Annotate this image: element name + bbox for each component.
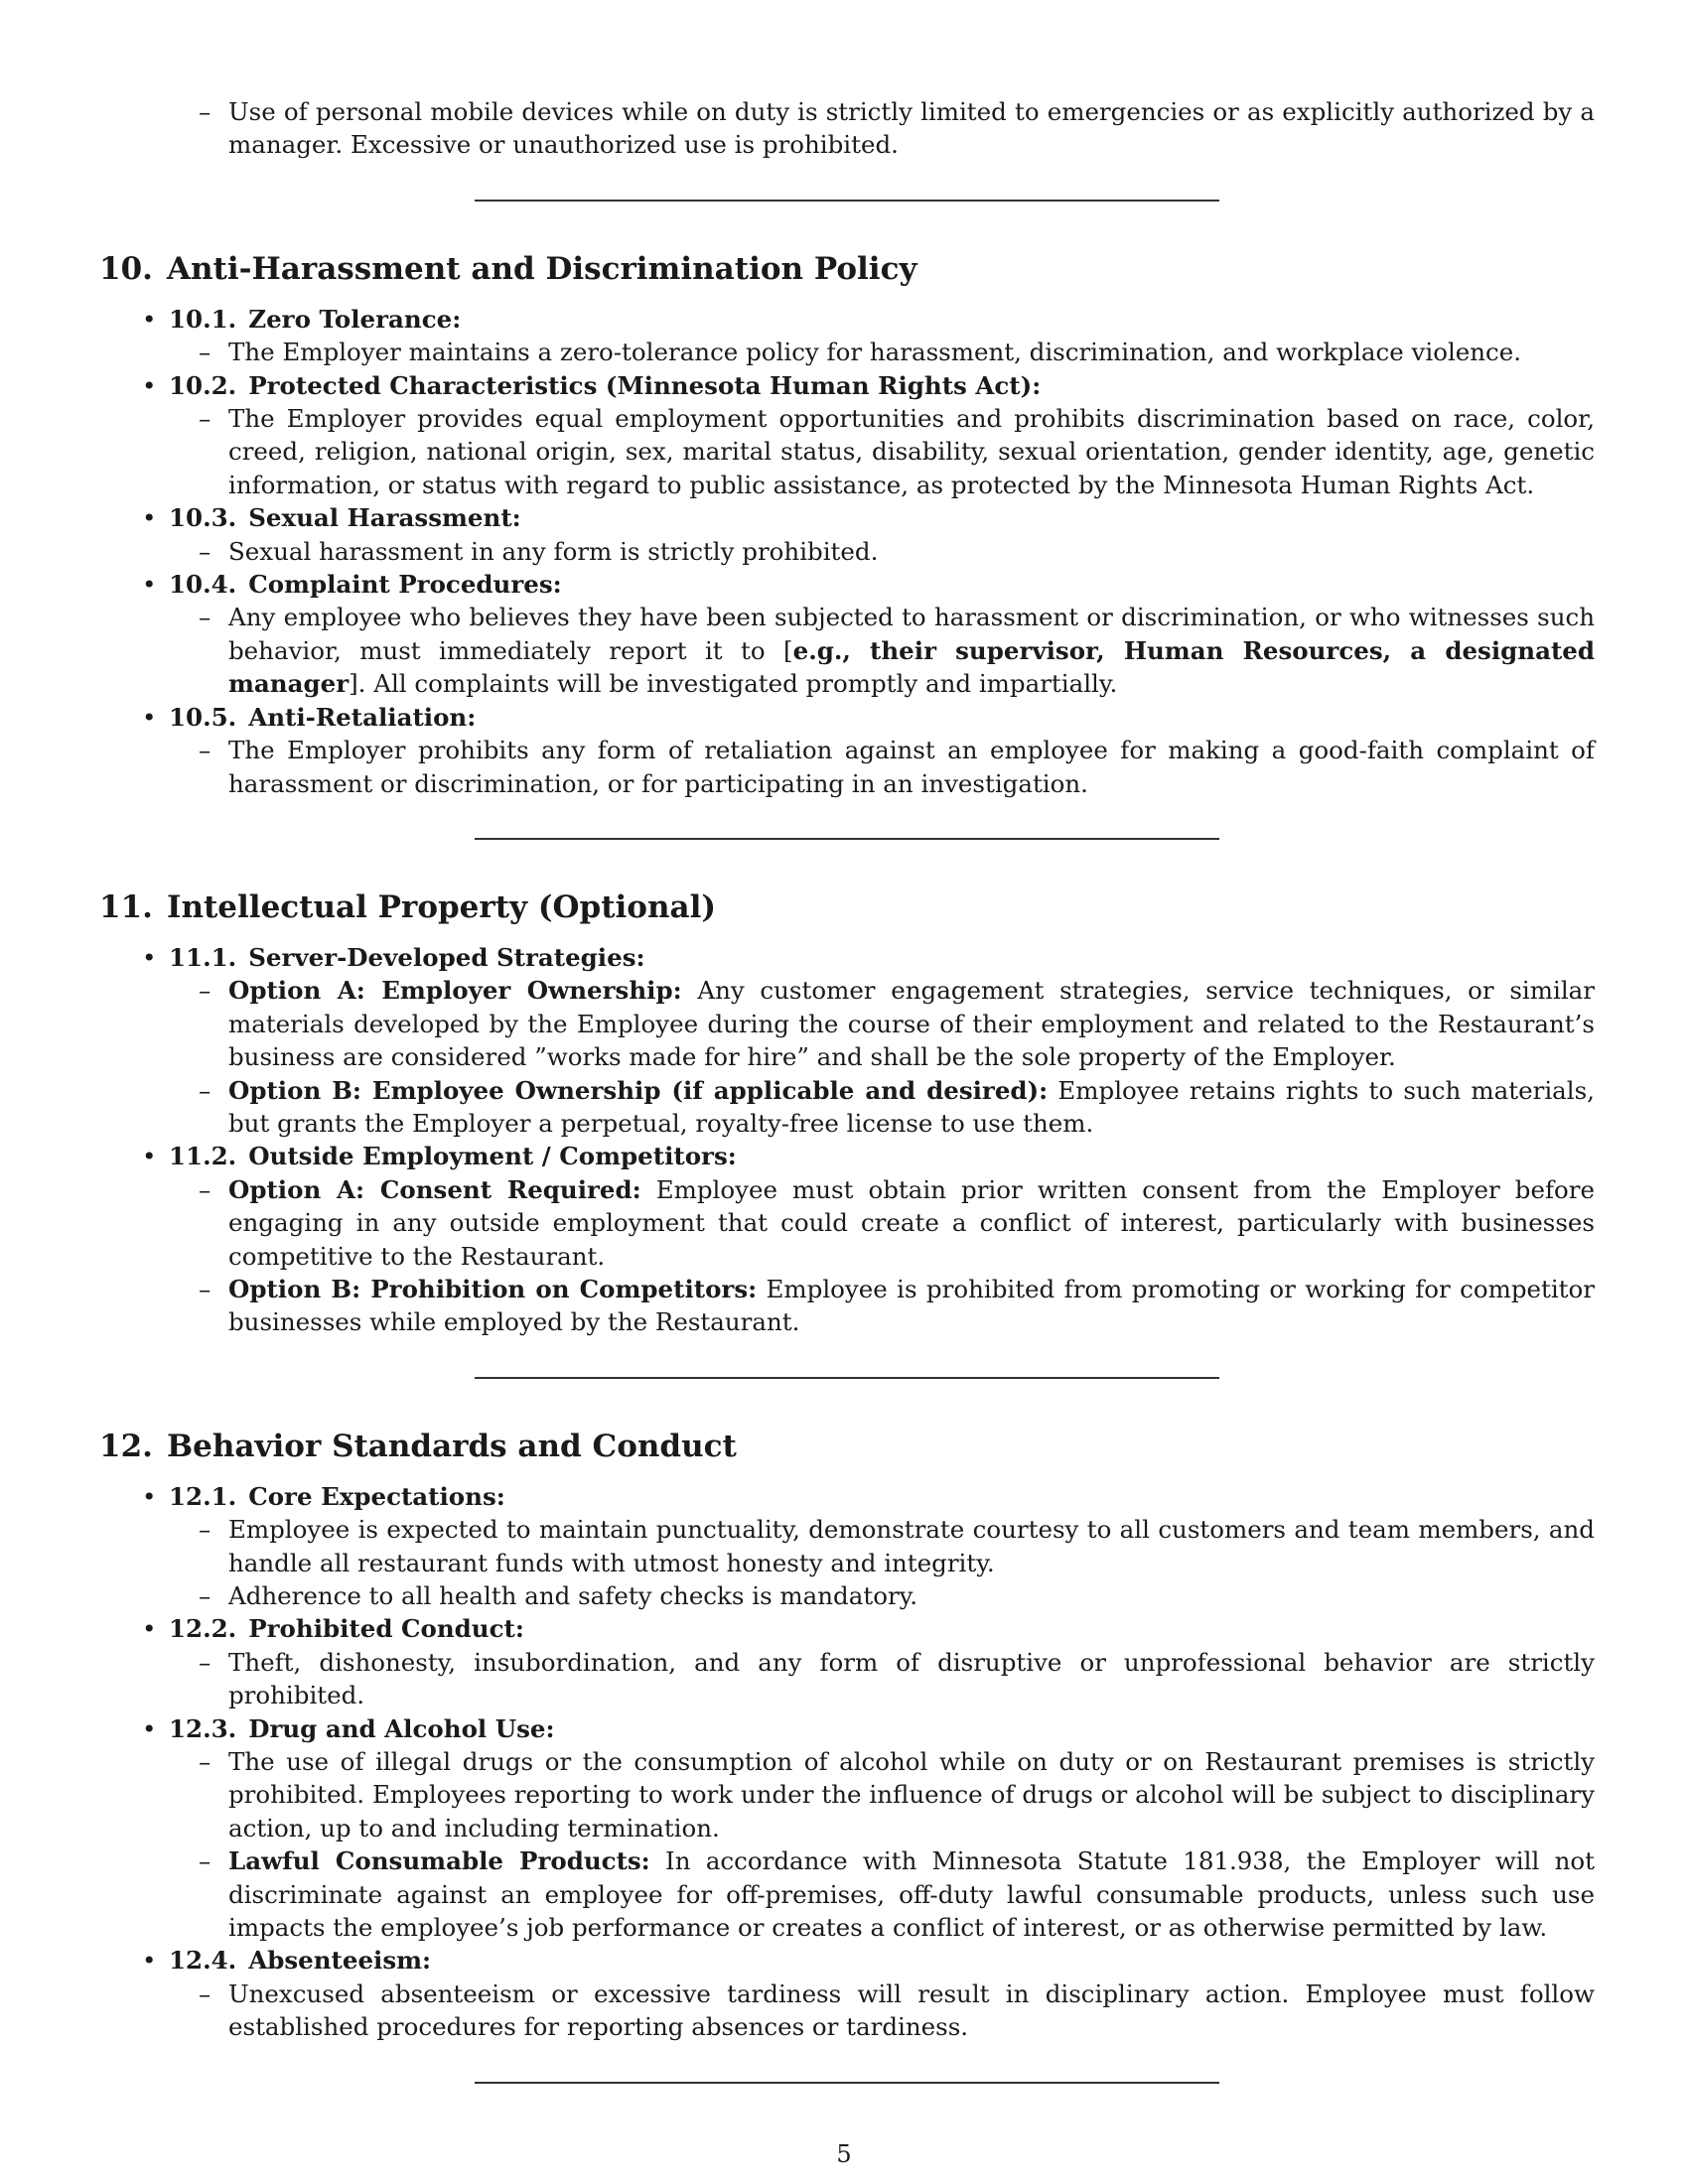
list-item: • 11.1. Server-Developed Strategies: (169, 941, 1595, 974)
list-item: • 10.4. Complaint Procedures: (169, 568, 1595, 601)
sub-item: – The Employer provides equal employment opportunities and prohibits discrimination based on race, color, creed, religion, national origin, sex, marital status, disability, sexual orientation, gender identity, age, genetic information, or status with regard to public assistance, as protected by the Minnesota Human Rights Act. (228, 402, 1595, 501)
sub-item: – The use of illegal drugs or the consumption of alcohol while on duty or on Restaurant premises is strictly prohibited. Employees reporting to work under the influence of drugs or alcohol will be subject to disciplinary action, up to and including termination. (228, 1745, 1595, 1844)
section-heading-12: 12. Behavior Standards and Conduct (99, 1428, 737, 1464)
list-item: • 10.5. Anti-Retaliation: (169, 701, 1595, 734)
list-item: • 12.4. Absenteeism: (169, 1944, 1595, 1977)
sub-item: – Option A: Consent Required: Employee must obtain prior written consent from the Employer before engaging in any outside employment that could create a conflict of interest, particularly with businesses competitive to the Restaurant. (228, 1173, 1595, 1273)
section-heading-11: 11. Intellectual Property (Optional) (99, 888, 717, 925)
sub-item: – Option A: Employer Ownership: Any customer engagement strategies, service techniques, or similar materials developed by the Employee during the course of their employment and related to the Restaurant’s business are considered ”works made for hire” and shall be the sole property of the Employer. (228, 974, 1595, 1073)
section-divider (475, 200, 1219, 202)
section-heading-10: 10. Anti-Harassment and Discrimination Policy (99, 250, 917, 287)
sub-item: – Theft, dishonesty, insubordination, and any form of disruptive or unprofessional behavior are strictly prohibited. (228, 1646, 1595, 1712)
sub-item: – Lawful Consumable Products: In accordance with Minnesota Statute 181.938, the Employer will not discriminate against an employee for off-premises, off-duty lawful consumable products, unless such use impacts the employee’s job performance or creates a conflict of interest, or as otherwise permitted by law. (228, 1844, 1595, 1944)
sub-item: – The Employer maintains a zero-tolerance policy for harassment, discrimination, and workplace violence. (228, 336, 1595, 368)
document-page (99, 95, 1595, 2084)
section-divider (475, 838, 1219, 840)
section-divider (475, 1377, 1219, 1379)
sub-text: Use of personal mobile devices while on duty is strictly limited to emergencies or as explicitly authorized by a manager. Excessive or unauthorized use is prohibited. (228, 97, 1595, 160)
sub-item: – Unexcused absenteeism or excessive tardiness will result in disciplinary action. Employee must follow established procedures for reporting absences or tardiness. (228, 1978, 1595, 2044)
sub-item: – Sexual harassment in any form is strictly prohibited. (228, 535, 1595, 568)
sub-item: – Any employee who believes they have been subjected to harassment or discrimination, or who witnesses such behavior, must immediately report it to [e.g., their supervisor, Human Resources, a designated manager]. All complaints will be investigated promptly and impartially. (228, 601, 1595, 700)
list-item: • 10.1. Zero Tolerance: (169, 303, 1595, 336)
list-item: • 12.2. Prohibited Conduct: (169, 1612, 1595, 1645)
list-item: • 11.2. Outside Employment / Competitors: (169, 1140, 1595, 1172)
list-item: • 10.2. Protected Characteristics (Minnesota Human Rights Act): (169, 369, 1595, 402)
sub-item: – Option B: Prohibition on Competitors: Employee is prohibited from promoting or working for competitor businesses while employed by the Restaurant. (228, 1273, 1595, 1339)
sub-item: – Adherence to all health and safety checks is mandatory. (228, 1579, 1595, 1612)
list-item-mobile-devices (228, 95, 1595, 162)
sub-item: – Option B: Employee Ownership (if applicable and desired): Employee retains rights to such materials, but grants the Employer a perpetual, royalty-free license to use them. (228, 1074, 1595, 1141)
sub-item: – The Employer prohibits any form of retaliation against an employee for making a good-faith complaint of harassment or discrimination, or for participating in an investigation. (228, 734, 1595, 800)
page-number: 5 (836, 2140, 852, 2168)
list-item: • 12.1. Core Expectations: (169, 1480, 1595, 1513)
list-item: • 10.3. Sexual Harassment: (169, 501, 1595, 534)
sub-item: – Employee is expected to maintain punctuality, demonstrate courtesy to all customers and team members, and handle all restaurant funds with utmost honesty and integrity. (228, 1513, 1595, 1579)
section-divider (475, 2082, 1219, 2084)
list-item: • 12.3. Drug and Alcohol Use: (169, 1712, 1595, 1745)
